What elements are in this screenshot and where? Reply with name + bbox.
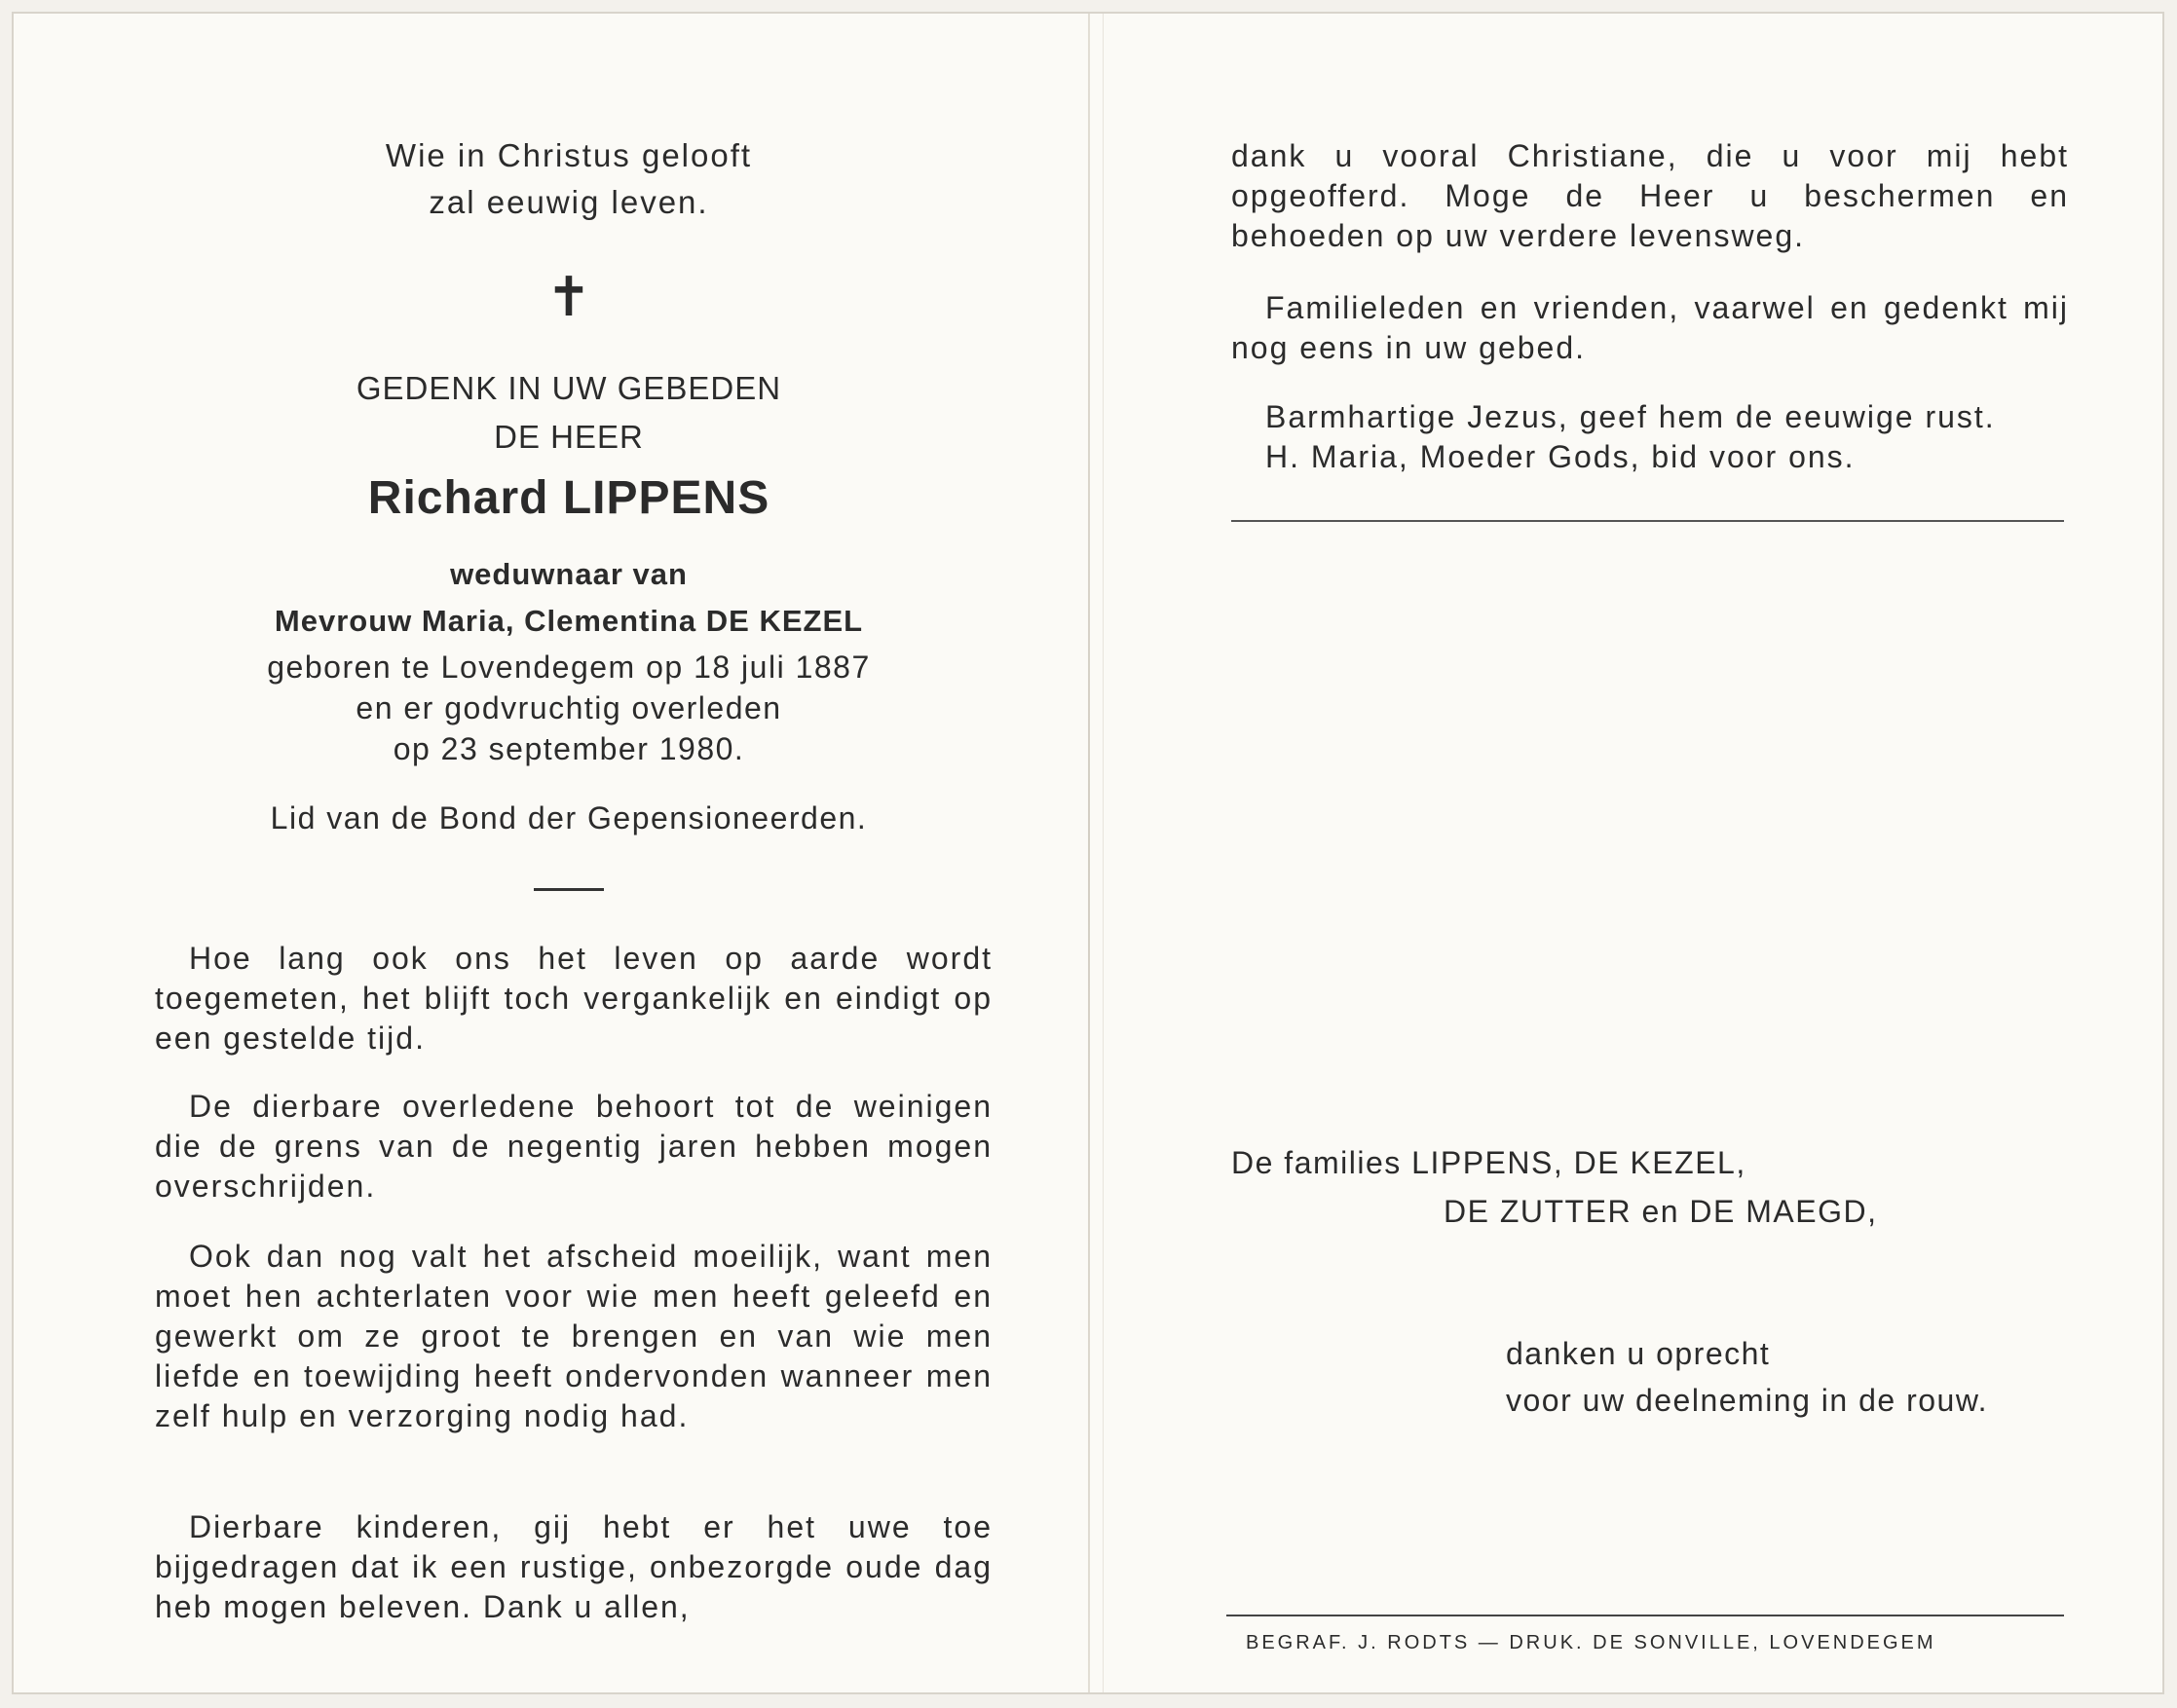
divider-line <box>1231 520 2064 522</box>
paragraph-4: Dierbare kinderen, gij hebt er het uwe toe bijgedragen dat ik een rustige, onbezorgde oude dag heb mogen beleven. Dank u allen, <box>155 1509 993 1624</box>
thanks-line-1: danken u oprecht <box>1506 1336 1771 1371</box>
remembrance-line-1: GEDENK IN UW GEBEDEN <box>356 370 782 406</box>
remembrance-line-2: DE HEER <box>494 419 644 455</box>
membership: Lid van de Bond der Gepensioneerden. <box>270 800 868 835</box>
verse-line-2: zal eeuwig leven. <box>429 184 709 220</box>
prayer-line-1: Barmhartige Jezus, geef hem de eeuwige rust. <box>1265 399 1996 434</box>
fold-shadow <box>1103 14 1104 1692</box>
divider-dash <box>534 888 604 891</box>
prayer-line-2: H. Maria, Moeder Gods, bid voor ons. <box>1265 439 1856 474</box>
widower-of <box>140 551 997 645</box>
verse <box>140 132 997 226</box>
cross-icon: ✝ <box>545 266 592 329</box>
left-panel <box>140 14 997 1692</box>
right-panel <box>1217 14 2069 1692</box>
remembrance-heading <box>140 364 997 462</box>
paragraph-2: De dierbare overledene behoort tot de weinigen die de grens van de negentig jaren hebben mogen overschrijden. <box>155 1089 993 1204</box>
widower-line-1: weduwnaar van <box>450 557 688 591</box>
paragraph-1: Hoe lang ook ons het leven op aarde wordt toegemeten, het blijft toch vergankelijk en eindigt op een gestelde tijd. <box>155 941 993 1056</box>
birth-death-info <box>140 647 997 769</box>
widower-line-2: Mevrouw Maria, Clementina DE KEZEL <box>274 604 864 638</box>
deceased-name: Richard LIPPENS <box>367 472 770 524</box>
printer-credit: BEGRAF. J. RODTS — DRUK. DE SONVILLE, LOVENDEGEM <box>1246 1632 1936 1653</box>
paragraph-3: Ook dan nog valt het afscheid moeilijk, want men moet hen achterlaten voor wie men heeft geleefd en gewerkt om ze groot te brengen en van wie men liefde en toewijding heeft ondervonden wanneer men zelf hulp en verzorging nodig had. <box>155 1239 993 1433</box>
thanks-line-2: voor uw deelneming in de rouw. <box>1506 1383 1989 1418</box>
memorial-card <box>12 12 2164 1694</box>
families-line-2: DE ZUTTER en DE MAEGD, <box>1444 1194 1878 1229</box>
footer-divider <box>1226 1615 2064 1616</box>
verse-line-1: Wie in Christus gelooft <box>385 137 753 173</box>
prayer <box>1231 397 2069 477</box>
right-paragraph-2: Familieleden en vrienden, vaarwel en gedenkt mij nog eens in uw gebed. <box>1231 290 2069 365</box>
born-line-2: en er godvruchtig overleden <box>356 690 782 725</box>
right-paragraph-1: dank u vooral Christiane, die u voor mij hebt opgeofferd. Moge de Heer u beschermen en behoeden op uw verdere levensweg. <box>1231 138 2069 253</box>
born-line-1: geboren te Lovendegem op 18 juli 1887 <box>267 650 871 685</box>
thanks <box>1506 1330 1988 1424</box>
families-line-1: De families LIPPENS, DE KEZEL, <box>1231 1145 1746 1180</box>
born-line-3: op 23 september 1980. <box>393 731 745 766</box>
fold-line <box>1088 14 1090 1692</box>
